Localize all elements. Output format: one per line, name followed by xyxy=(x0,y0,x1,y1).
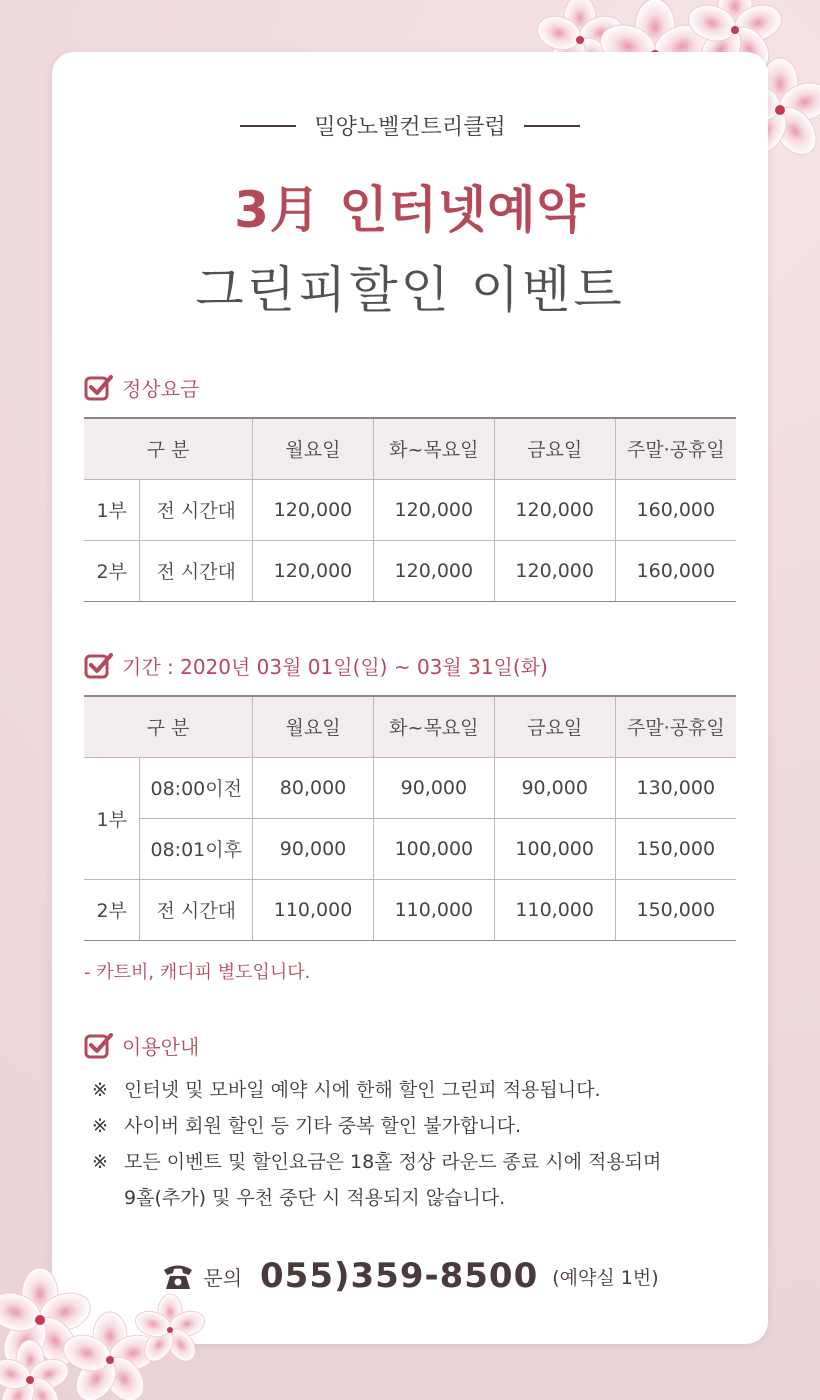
reference-mark: ※ xyxy=(92,1115,108,1137)
price-cell: 120,000 xyxy=(494,540,615,601)
guide-text: 사이버 회원 할인 등 기타 중복 할인 불가합니다. xyxy=(124,1115,522,1137)
check-icon xyxy=(84,374,114,402)
time-cell: 전 시간대 xyxy=(140,879,253,940)
price-cell: 90,000 xyxy=(373,757,494,818)
guide-list xyxy=(92,1072,732,1216)
list-item-continued xyxy=(92,1180,732,1216)
table-row xyxy=(84,540,736,601)
indent-spacer xyxy=(92,1180,124,1216)
regular-fee-table xyxy=(84,417,736,602)
contact-note: (예약실 1번) xyxy=(552,1266,659,1289)
header-category: 구 분 xyxy=(84,418,253,479)
section-event-heading xyxy=(84,651,548,680)
cherry-blossom-bottom-left xyxy=(0,1230,243,1400)
price-cell: 160,000 xyxy=(615,540,736,601)
price-cell: 110,000 xyxy=(494,879,615,940)
header-tue-thu: 화~목요일 xyxy=(373,696,494,757)
price-cell: 120,000 xyxy=(373,540,494,601)
time-cell: 08:00이전 xyxy=(140,757,253,818)
price-cell: 110,000 xyxy=(373,879,494,940)
club-header xyxy=(0,110,820,141)
extra-fee-note: - 카트비, 캐디피 별도입니다. xyxy=(84,962,311,983)
guide-text: 9홀(추가) 및 우천 중단 시 적용되지 않습니다. xyxy=(124,1187,506,1209)
header-weekend: 주말·공휴일 xyxy=(615,418,736,479)
header-tue-thu: 화~목요일 xyxy=(373,418,494,479)
price-cell: 130,000 xyxy=(615,757,736,818)
price-cell: 120,000 xyxy=(253,479,374,540)
table-row xyxy=(84,479,736,540)
time-cell: 전 시간대 xyxy=(140,479,253,540)
divider-line xyxy=(524,125,580,127)
price-cell: 100,000 xyxy=(373,818,494,879)
event-fee-table xyxy=(84,695,736,941)
price-cell: 160,000 xyxy=(615,479,736,540)
price-cell: 100,000 xyxy=(494,818,615,879)
check-icon xyxy=(84,652,114,680)
part-cell: 2부 xyxy=(84,879,140,940)
price-cell: 120,000 xyxy=(253,540,374,601)
part-cell: 1부 xyxy=(84,757,140,879)
list-item xyxy=(92,1072,732,1108)
price-cell: 150,000 xyxy=(615,879,736,940)
guide-text: 모든 이벤트 및 할인요금은 18홀 정상 라운드 종료 시에 적용되며 xyxy=(124,1151,662,1173)
price-cell: 120,000 xyxy=(373,479,494,540)
table-header-row xyxy=(84,418,736,479)
header-monday: 월요일 xyxy=(253,696,374,757)
divider-line xyxy=(240,125,296,127)
price-cell: 110,000 xyxy=(253,879,374,940)
price-cell: 80,000 xyxy=(253,757,374,818)
part-cell: 1부 xyxy=(84,479,140,540)
list-item xyxy=(92,1144,732,1180)
price-cell: 90,000 xyxy=(253,818,374,879)
page-subtitle: 그린피할인 이벤트 xyxy=(195,261,625,319)
section-regular-heading xyxy=(84,373,199,402)
price-cell: 150,000 xyxy=(615,818,736,879)
list-item xyxy=(92,1108,732,1144)
table-header-row xyxy=(84,696,736,757)
time-cell: 08:01이후 xyxy=(140,818,253,879)
price-cell: 90,000 xyxy=(494,757,615,818)
table-row xyxy=(84,757,736,818)
phone-number[interactable]: 055)359-8500 xyxy=(260,1256,539,1296)
price-cell: 120,000 xyxy=(494,479,615,540)
part-cell: 2부 xyxy=(84,540,140,601)
table-row xyxy=(84,818,736,879)
section-label: 정상요금 xyxy=(122,377,200,401)
section-label: 이용안내 xyxy=(122,1035,200,1059)
reference-mark: ※ xyxy=(92,1151,108,1173)
header-monday: 월요일 xyxy=(253,418,374,479)
reference-mark: ※ xyxy=(92,1079,108,1101)
header-category: 구 분 xyxy=(84,696,253,757)
guide-text: 인터넷 및 모바일 예약 시에 한해 할인 그린피 적용됩니다. xyxy=(124,1079,601,1101)
club-name: 밀양노벨컨트리클럽 xyxy=(314,115,506,140)
contact-label: 문의 xyxy=(203,1265,243,1290)
header-friday: 금요일 xyxy=(494,418,615,479)
time-cell: 전 시간대 xyxy=(140,540,253,601)
page-title: 3月 인터넷예약 xyxy=(234,181,586,239)
section-label: 기간 : 2020년 03월 01일(일) ~ 03월 31일(화) xyxy=(122,655,548,679)
header-weekend: 주말·공휴일 xyxy=(615,696,736,757)
header-friday: 금요일 xyxy=(494,696,615,757)
table-row xyxy=(84,879,736,940)
section-guide-heading xyxy=(84,1031,199,1060)
check-icon xyxy=(84,1032,114,1060)
